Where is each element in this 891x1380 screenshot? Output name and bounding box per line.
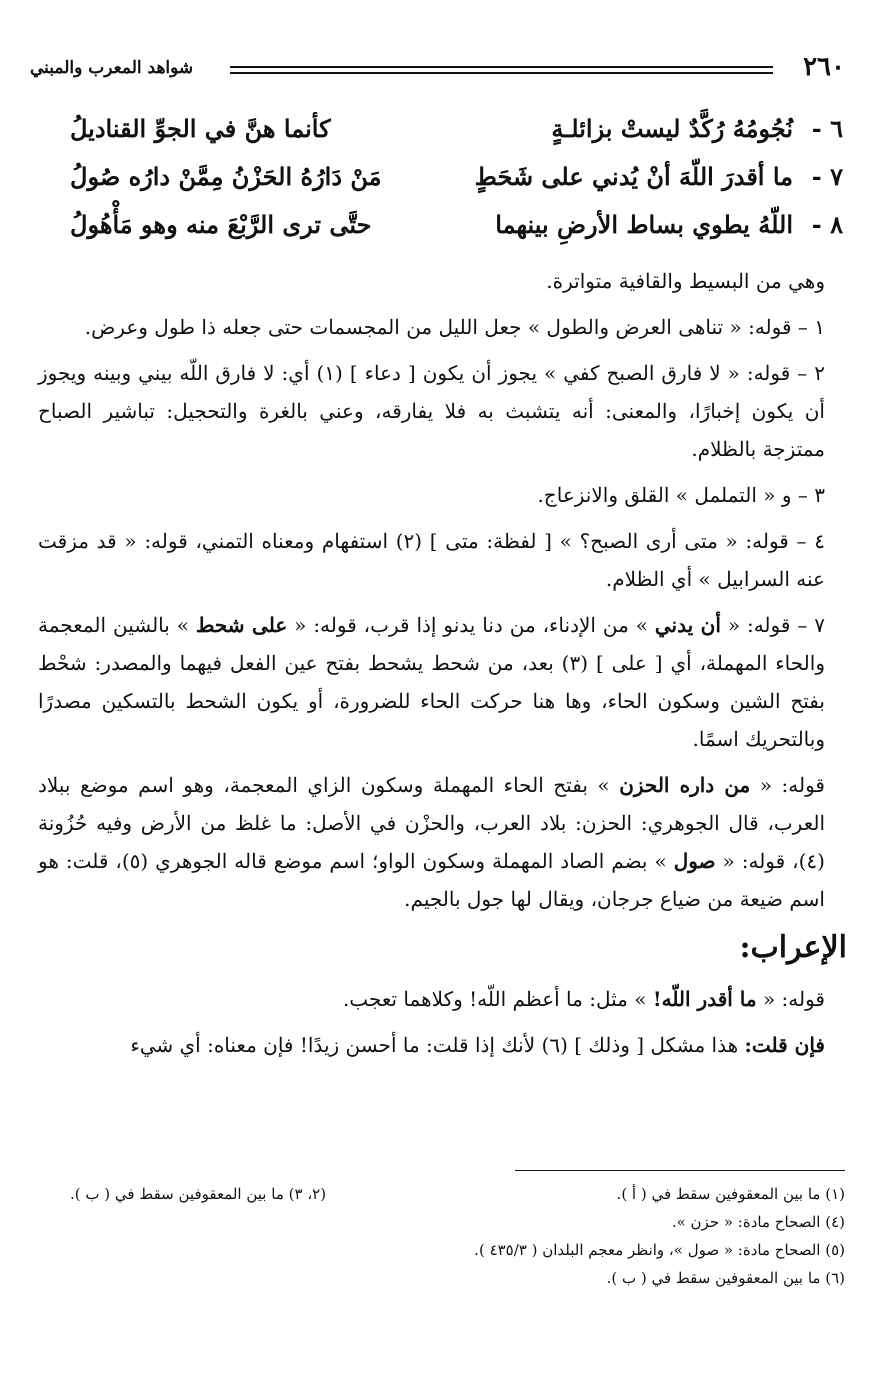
footnote: (٤) الصحاح مادة: « حزن ». [671, 1213, 845, 1231]
bold-term: فإن قلت: [744, 1033, 825, 1057]
verse-number: ٧ - [811, 162, 843, 191]
bold-term: أن يدني [654, 613, 721, 637]
text-run: » مثل: ما أعظم اللّه! وكلاهما تعجب. [342, 987, 653, 1011]
bold-term: على شحط [195, 613, 288, 637]
bold-term: ما أقدر اللّه! [652, 987, 757, 1011]
verse-second-hemistich: حتَّى ترى الرَّبْعَ منه وهو مَأْهُولُ [70, 210, 372, 239]
bold-term: صول [673, 849, 716, 873]
paragraph [38, 606, 847, 758]
footnote-row [70, 1236, 845, 1264]
text-run: وهي من البسيط والقافية متواترة. [546, 269, 825, 293]
footnote: (٦) ما بين المعقوفين سقط في ( ب ). [606, 1269, 845, 1287]
footnote-row [70, 1264, 845, 1292]
page-header [30, 52, 845, 88]
running-title: شواهد المعرب والمبني [30, 58, 194, 78]
text-run: » بضم الصاد المهملة وسكون الواو؛ اسم موضع قاله الجوهري (٥)، قلت: هو اسم ضيعة من ضياع جرجان، ويقال لها جول بالجيم. [38, 849, 825, 911]
text-run: الإعراب: [739, 930, 847, 965]
bold-term: من داره الحزن [619, 773, 751, 797]
paragraph [38, 476, 847, 514]
text-run: قوله: « [750, 773, 825, 797]
footnote-rule [515, 1170, 845, 1171]
verses-block [70, 112, 843, 256]
verse-first-hemistich: نُجُومُهُ رُكَّدٌ ليستْ بزائلـةٍ [551, 114, 793, 143]
section-heading [38, 926, 847, 970]
footnote: (١) ما بين المعقوفين سقط في ( أ ). [616, 1185, 845, 1203]
verse-first-hemistich: اللّهُ يطوي بساط الأرضِ بينهما [495, 210, 793, 239]
verse-row [70, 112, 843, 160]
verse-second-hemistich: كأنما هنَّ في الجوِّ القناديلُ [70, 114, 331, 143]
paragraph [38, 308, 847, 346]
text-run: ٤ – قوله: « متى أرى الصبح؟ » [ لفظة: متى ] (٢) استفهام ومعناه التمني، قوله: « قد مزقت عنه السرابيل » أي الظلام. [38, 529, 825, 591]
verse-number: ٨ - [811, 210, 843, 239]
paragraph [38, 1026, 847, 1064]
text-run: ٧ – قوله: « [720, 613, 825, 637]
paragraph [38, 262, 847, 300]
paragraph [38, 354, 847, 468]
text-run: ٢ – قوله: « لا فارق الصبح كفي » يجوز أن يكون [ دعاء ] (١) أي: لا فارق اللّه بيني وبينه ويجوز أن يكون إخبارًا، والمعنى: أنه يتشبث به فلا يفارقه، وعني بالغرة والتحجيل: تباشير الصباح ممتزجة بالظلام. [38, 361, 825, 461]
text-run: ٣ – و « التململ » القلق والانزعاج. [537, 483, 825, 507]
paragraph [38, 522, 847, 598]
footnote-row [70, 1180, 845, 1208]
paragraph [38, 980, 847, 1018]
text-run: » بفتح الحاء المهملة وسكون الزاي المعجمة، وهو اسم موضع ببلاد العرب، قال الجوهري: الحزن: بلاد العرب، والحزْن في الأصل: ما غلظ من الأرض وفيه حُزُونة (٤)، قوله: « [38, 773, 825, 873]
footnote: (٥) الصحاح مادة: « صول »، وانظر معجم البلدان ( ٤٣٥/٣ ). [474, 1241, 845, 1259]
body-text [38, 262, 847, 1072]
page-number: ٢٦٠ [803, 52, 845, 82]
text-run: قوله: « [756, 987, 825, 1011]
text-run: » بالشين المعجمة والحاء المهملة، أي [ على ] (٣) بعد، من شحط يشحط بفتح عين الفعل فيهما والمصدر: شحْط بفتح الشين وسكون الحاء، وها هنا حركت الحاء للضرورة، أو يكون الشحط بالتسكين مصدرًا وبالتحريك اسمًا. [38, 613, 825, 751]
verse-row [70, 160, 843, 208]
header-rule [230, 66, 773, 74]
verse-first-hemistich: ما أقدرَ اللّهَ أنْ يُدني على شَحَطٍ [474, 162, 793, 191]
footnote-row [70, 1208, 845, 1236]
text-run: ١ – قوله: « تناهى العرض والطول » جعل الليل من المجسمات حتى جعله ذا طول وعرض. [84, 315, 825, 339]
text-run: » من الإدناء، من دنا يدنو إذا قرب، قوله: « [287, 613, 655, 637]
footnotes [70, 1180, 845, 1292]
footnote: (٢، ٣) ما بين المعقوفين سقط في ( ب ). [70, 1185, 327, 1203]
paragraph [38, 766, 847, 918]
verse-second-hemistich: مَنْ دَارُهُ الحَزْنُ مِمَّنْ دارُه صُولُ [70, 162, 382, 191]
verse-row [70, 208, 843, 256]
verse-number: ٦ - [811, 114, 843, 143]
text-run: هذا مشكل [ وذلك ] (٦) لأنك إذا قلت: ما أحسن زيدًا! فإن معناه: أي شيء [130, 1033, 745, 1057]
